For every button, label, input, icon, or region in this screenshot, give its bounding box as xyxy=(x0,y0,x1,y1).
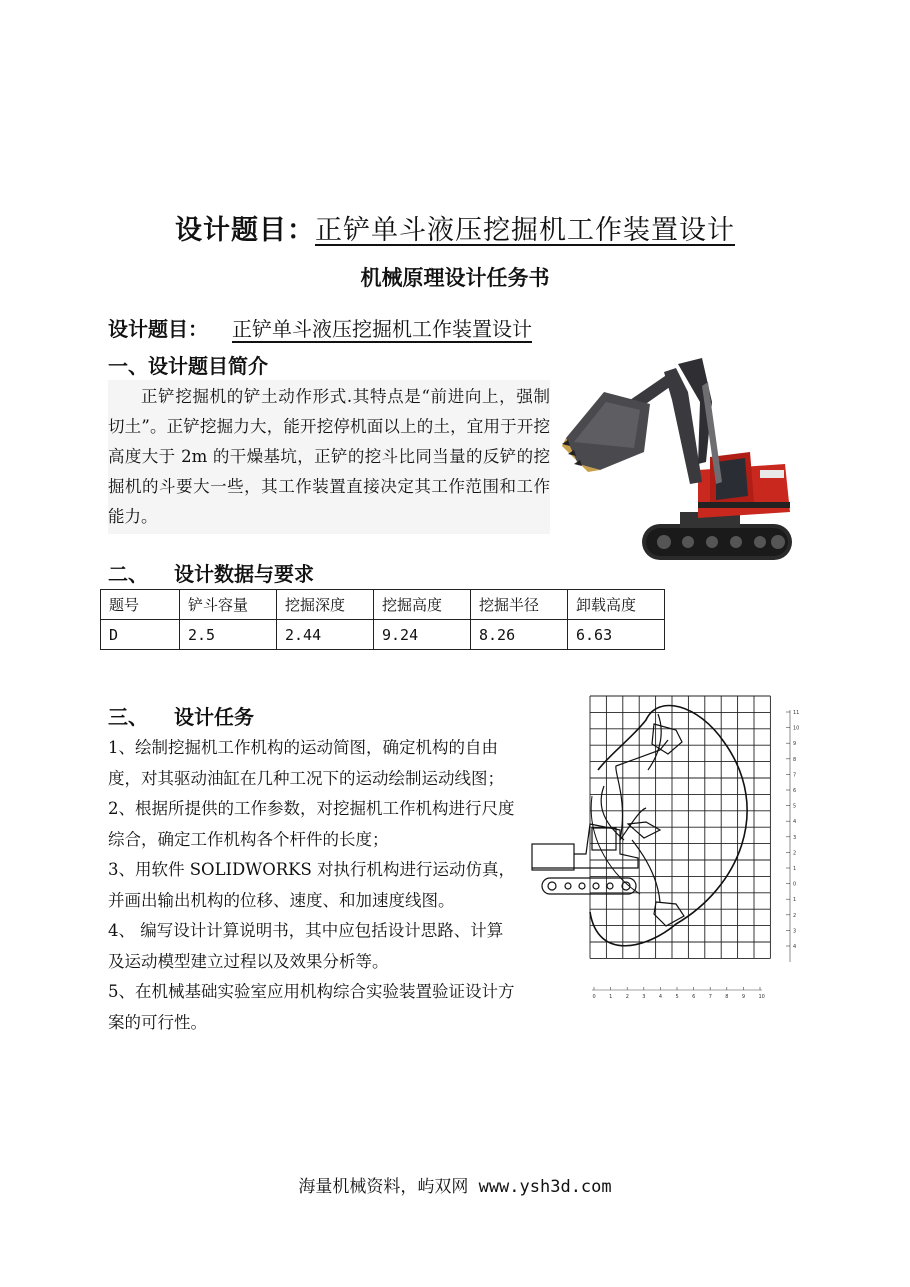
sketch-boom xyxy=(616,740,668,840)
x-tick-label: 8 xyxy=(725,994,729,1000)
diagram-x-axis xyxy=(592,987,765,1000)
section3-heading xyxy=(108,701,254,730)
working-range-diagram xyxy=(528,690,808,1002)
topic-label: 设计题目： xyxy=(108,317,208,341)
topic-value: 正铲单斗液压挖掘机工作装置设计 xyxy=(232,317,532,341)
y-tick-label: 10 xyxy=(793,725,800,732)
table-header-row xyxy=(101,590,665,620)
y-tick-label: 6 xyxy=(793,788,797,794)
table-header-cell: 卸载高度 xyxy=(568,590,665,620)
page-title-label: 设计题目： xyxy=(175,215,315,246)
diagram-y-axis xyxy=(786,710,799,962)
table-header-cell: 挖掘高度 xyxy=(374,590,471,620)
task-item-5: 5、在机械基础实验室应用机构综合实验装置验证设计方案的可行性。 xyxy=(108,982,515,1032)
page-title-text: 正铲单斗液压挖掘机工作装置设计 xyxy=(315,215,735,246)
y-tick-label: 3 xyxy=(793,928,797,935)
table-cell: 2.5 xyxy=(180,620,277,650)
y-tick-label: 0 xyxy=(793,881,797,888)
x-tick-label: 5 xyxy=(675,994,679,1000)
table-row xyxy=(101,620,665,650)
table-cell: 9.24 xyxy=(374,620,471,650)
y-tick-label: 3 xyxy=(793,834,797,841)
x-tick-label: 4 xyxy=(658,994,663,1000)
section2-heading-num: 二、 xyxy=(108,562,148,586)
document-subtitle: 机械原理设计任务书 xyxy=(360,265,550,290)
topic-line xyxy=(108,313,574,342)
task-item-3: 3、用软件 SOLIDWORKS 对执行机构进行运动仿真，并画出输出机构的位移、速度、和加速度线图。 xyxy=(108,860,516,910)
y-tick-label: 4 xyxy=(793,819,797,826)
y-tick-label: 11 xyxy=(793,710,800,716)
table-header-cell: 题号 xyxy=(101,590,180,620)
diagram-grid xyxy=(590,696,770,958)
table-cell: 6.63 xyxy=(568,620,665,650)
section1-paragraph: 正铲挖掘机的铲土动作形式.其特点是“前进向上，强制切土”。正铲挖掘力大，能开挖停机面以上的土，宜用于开挖高度大于 2m 的干燥基坑，正铲的挖斗比同当量的反铲的挖掘机的斗要大一些，其工作装置直接决定其工作范围和工作能力。 xyxy=(108,380,550,534)
y-tick-label: 2 xyxy=(793,912,797,919)
footer-text: 海量机械资料，屿双网 www.ysh3d.com xyxy=(298,1177,612,1197)
section1-heading: 一、设计题目简介 xyxy=(108,354,268,378)
y-tick-label: 9 xyxy=(793,741,797,748)
y-tick-label: 1 xyxy=(793,866,797,872)
y-tick-label: 1 xyxy=(793,897,797,904)
working-range-envelope xyxy=(590,706,747,946)
x-tick-label: 6 xyxy=(692,994,696,1000)
y-tick-label: 7 xyxy=(793,772,797,779)
task-item-4: 4、 编写设计计算说明书，其中应包括设计思路、计算及运动模型建立过程以及效果分析等。 xyxy=(108,921,504,971)
x-tick-label: 9 xyxy=(741,994,746,1000)
table-header-cell: 铲斗容量 xyxy=(180,590,277,620)
x-tick-label: 3 xyxy=(642,994,646,1000)
excavator-photo xyxy=(560,352,800,567)
section2-heading-text: 设计数据与要求 xyxy=(174,562,314,586)
table-cell: 8.26 xyxy=(471,620,568,650)
x-tick-label: 2 xyxy=(625,994,629,1000)
table-header-cell: 挖掘深度 xyxy=(277,590,374,620)
x-tick-label: 0 xyxy=(592,994,596,1000)
section3-heading-text: 设计任务 xyxy=(174,705,254,729)
x-tick-label: 10 xyxy=(758,994,765,1000)
y-tick-label: 4 xyxy=(793,944,797,950)
section2-heading xyxy=(108,558,314,587)
section3-heading-num: 三、 xyxy=(108,705,148,729)
table-cell: D xyxy=(101,620,180,650)
y-tick-label: 8 xyxy=(793,756,797,763)
task-list xyxy=(108,733,518,1038)
excavator-sketch xyxy=(532,714,684,926)
x-tick-label: 1 xyxy=(609,994,613,1000)
x-tick-label: 7 xyxy=(708,994,712,1000)
page-title xyxy=(0,208,910,247)
table-cell: 2.44 xyxy=(277,620,374,650)
y-tick-label: 2 xyxy=(793,850,797,857)
task-item-2: 2、根据所提供的工作参数，对挖掘机工作机构进行尺度综合，确定工作机构各个杆件的长度； xyxy=(108,799,515,849)
y-tick-label: 5 xyxy=(793,803,797,810)
task-item-1: 1、绘制挖掘机工作机构的运动简图，确定机构的自由度，对其驱动油缸在几种工况下的运动绘制运动线图； xyxy=(108,738,504,788)
table-header-cell: 挖掘半径 xyxy=(471,590,568,620)
design-data-table xyxy=(100,589,665,650)
sketch-counterweight xyxy=(532,844,574,870)
